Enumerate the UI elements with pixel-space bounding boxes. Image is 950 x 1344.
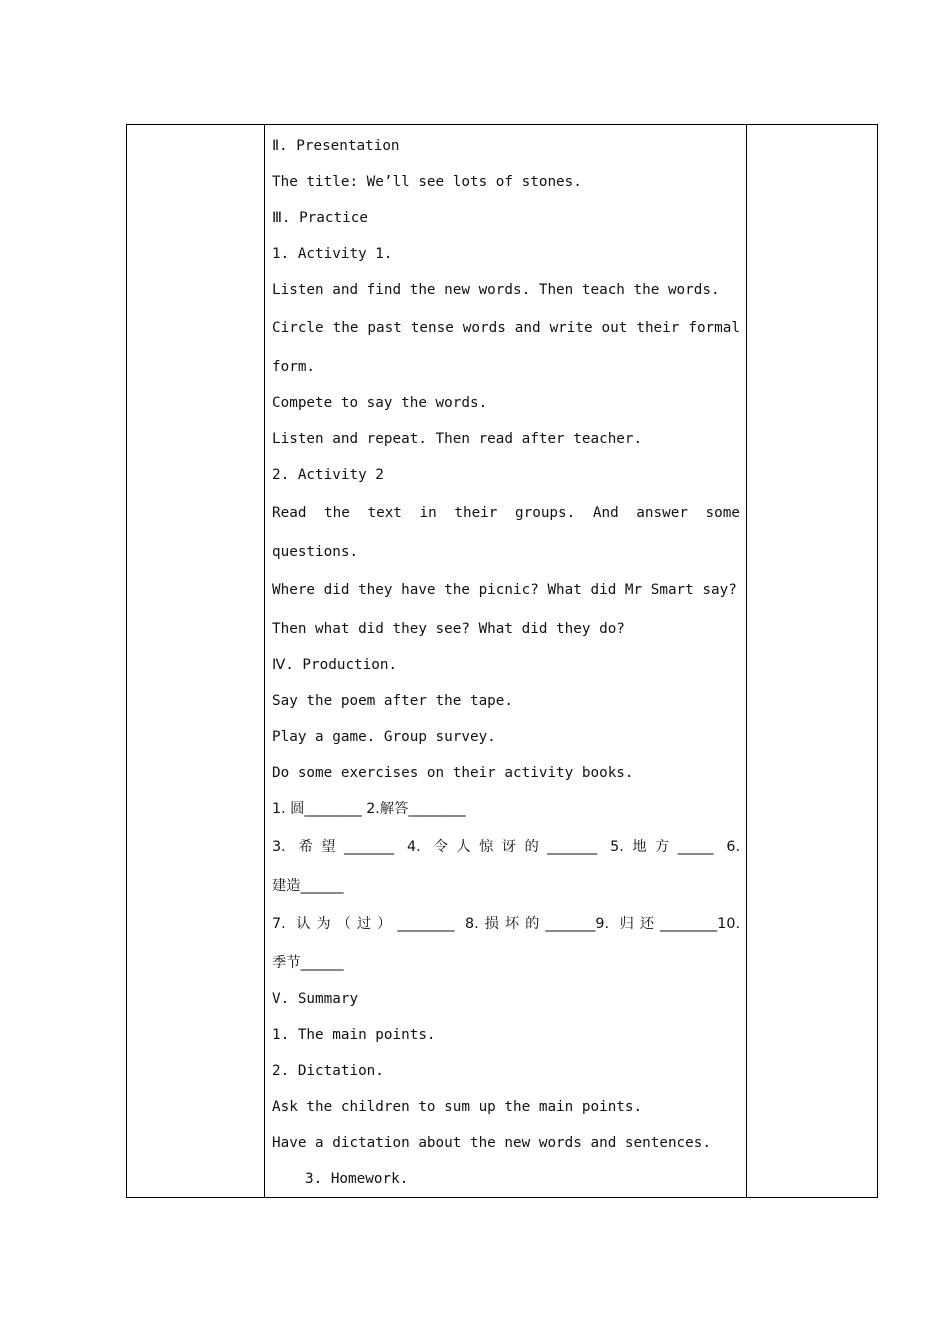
exercise-line: 1. 圆________ 2.解答________ xyxy=(272,801,466,817)
text-line: Ask the children to sum up the main points. xyxy=(272,1099,643,1115)
text-line: Have a dictation about the new words and sentences. xyxy=(272,1135,711,1151)
text-line: Read the text in their groups. And answer some xyxy=(272,505,740,521)
section-heading: V. Summary xyxy=(272,991,359,1007)
text-line: form. xyxy=(272,359,316,375)
text-line: 1. Activity 1. xyxy=(272,246,393,262)
text-line: Compete to say the words. xyxy=(272,395,488,411)
left-column-cell xyxy=(127,125,265,1198)
right-column-cell xyxy=(747,125,878,1198)
section-heading: Ⅲ. Practice xyxy=(272,210,368,226)
text-line: Play a game. Group survey. xyxy=(272,729,496,745)
text-line: Say the poem after the tape. xyxy=(272,693,514,709)
text-line: Listen and repeat. Then read after teacher. xyxy=(272,431,643,447)
text-line: questions. xyxy=(272,544,359,560)
text-line: Listen and find the new words. Then teach the words. xyxy=(272,282,720,298)
text-line: Then what did they see? What did they do? xyxy=(272,621,625,637)
table-row xyxy=(127,125,878,1198)
text-line: 2. Dictation. xyxy=(272,1063,384,1079)
text-line: Where did they have the picnic? What did Mr Smart say? xyxy=(272,582,737,598)
exercise-line: 3. 希望_______ 4. 令人惊讶的_______ 5.地方_____ 6. xyxy=(272,839,740,855)
procedure-content xyxy=(265,125,746,1197)
section-heading: Ⅳ. Production. xyxy=(272,657,398,673)
lesson-plan-table xyxy=(126,124,878,1198)
procedure-cell xyxy=(265,125,747,1198)
text-line: Do some exercises on their activity books. xyxy=(272,765,634,781)
exercise-line: 季节______ xyxy=(272,955,344,971)
section-heading: Ⅱ. Presentation xyxy=(272,138,400,154)
exercise-line: 7. 认为（过）________ 8.损坏的_______9. 归还________10. xyxy=(272,916,740,932)
text-line: 2. Activity 2 xyxy=(272,467,384,483)
text-line: Circle the past tense words and write out their formal xyxy=(272,320,740,336)
text-line: The title: We’ll see lots of stones. xyxy=(272,174,582,190)
text-line: 3. Homework. xyxy=(305,1171,409,1187)
exercise-line: 建造______ xyxy=(272,878,344,894)
text-line: 1. The main points. xyxy=(272,1027,436,1043)
